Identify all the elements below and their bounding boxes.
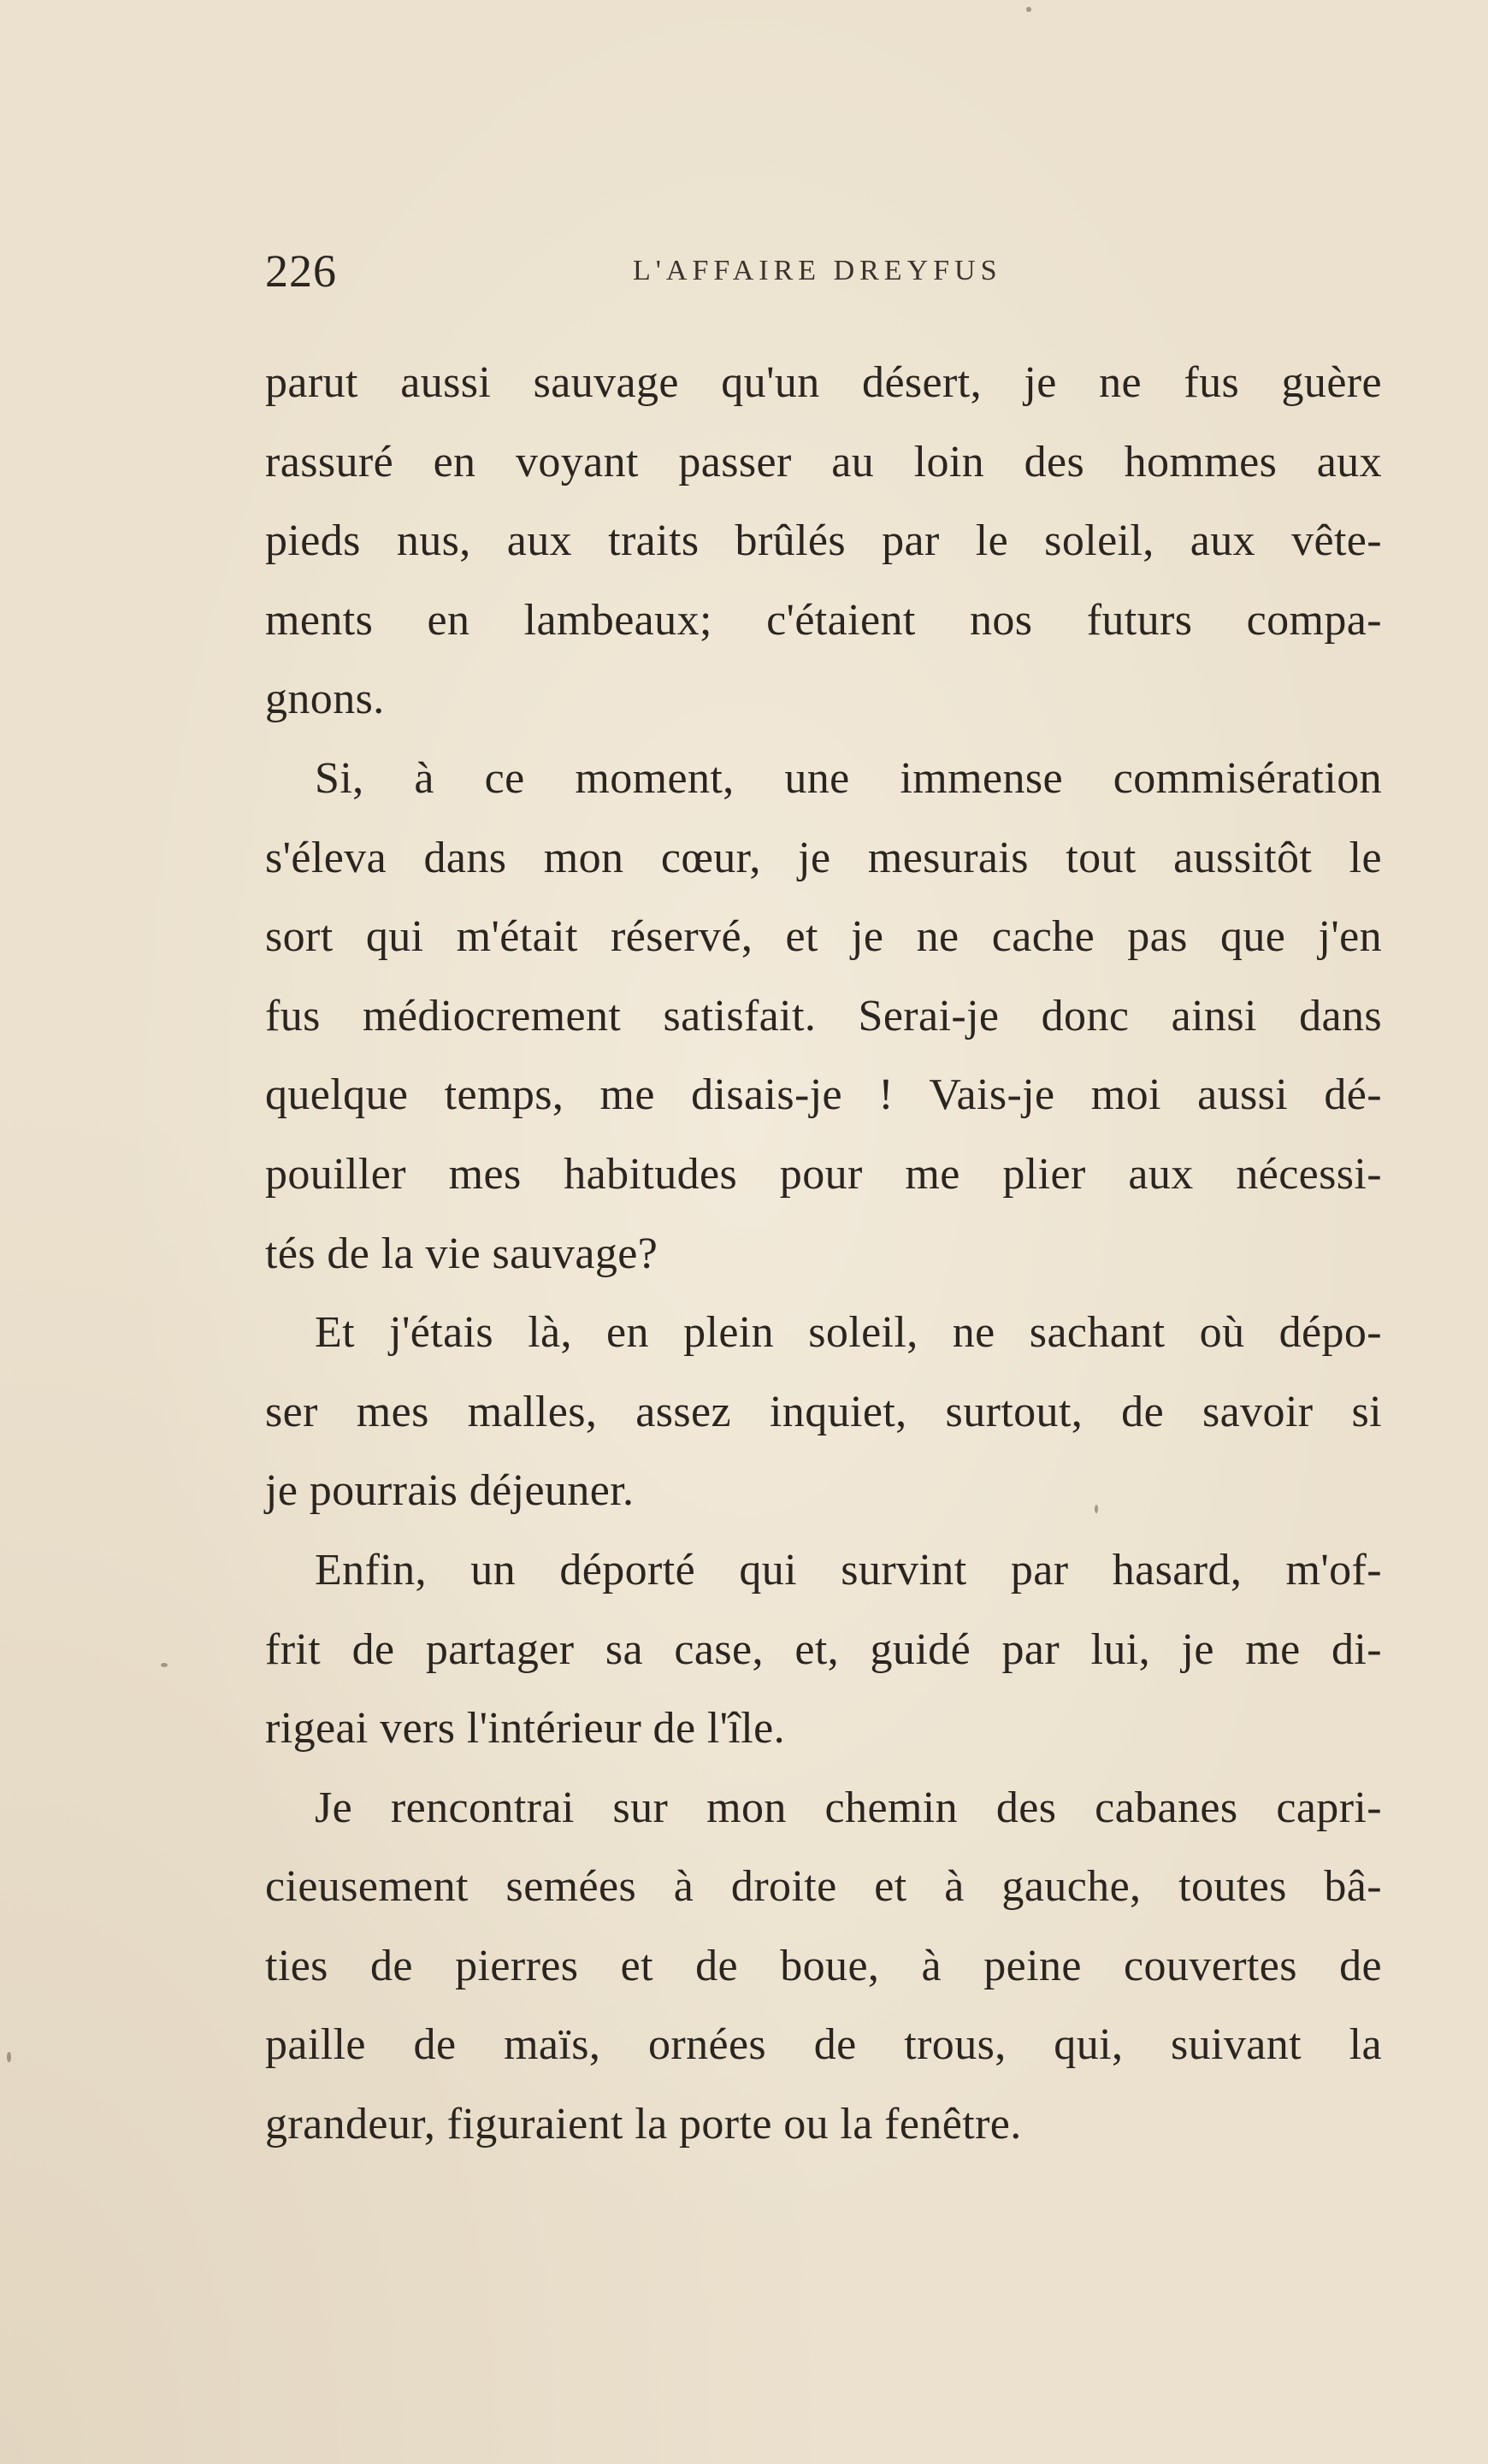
text-line: frit de partager sa case, et, guidé par lui, je me di-: [265, 1624, 1382, 1674]
text-line: s'éleva dans mon cœur, je mesurais tout aussitôt le: [265, 833, 1382, 882]
body-text: [265, 344, 1382, 2165]
paper-speck: [1095, 1505, 1098, 1513]
text-line: Enfin, un déporté qui survint par hasard, m'of-: [315, 1545, 1382, 1595]
text-line: paille de maïs, ornées de trous, qui, suivant la: [265, 2020, 1382, 2070]
text-line: fus médiocrement satisfait. Serai-je donc ainsi dans: [265, 991, 1382, 1040]
text-line: sort qui m'était réservé, et je ne cache pas que j'en: [265, 912, 1382, 962]
running-title: L'AFFAIRE DREYFUS: [633, 255, 1002, 286]
paper-speck: [7, 2052, 11, 2062]
text-line: pouiller mes habitudes pour me plier aux nécessi-: [265, 1149, 1382, 1199]
text-line: cieusement semées à droite et à gauche, toutes bâ-: [265, 1862, 1382, 1912]
paper-speck: [1026, 7, 1031, 12]
text-line: rigeai vers l'intérieur de l'île.: [265, 1704, 786, 1754]
text-line: ser mes malles, assez inquiet, surtout, de savoir si: [265, 1387, 1382, 1436]
text-line: gnons.: [265, 675, 385, 724]
text-line: Si, à ce moment, une immense commisération: [315, 753, 1382, 803]
text-line: rassuré en voyant passer au loin des hommes aux: [265, 437, 1382, 486]
text-line: je pourrais déjeuner.: [265, 1466, 635, 1516]
text-line: tés de la vie sauvage?: [265, 1229, 658, 1278]
text-line: quelque temps, me disais-je ! Vais-je moi aussi dé-: [265, 1070, 1382, 1120]
running-head: [265, 245, 1385, 299]
page-number: 226: [265, 245, 337, 297]
text-line: Et j'étais là, en plein soleil, ne sachant où dépo-: [315, 1308, 1382, 1358]
text-line: ments en lambeaux; c'étaient nos futurs compa-: [265, 595, 1382, 645]
text-line: Je rencontrai sur mon chemin des cabanes capri-: [315, 1783, 1382, 1832]
text-line: grandeur, figuraient la porte ou la fenêtre.: [265, 2100, 1022, 2149]
paper-speck: [161, 1663, 168, 1667]
text-line: parut aussi sauvage qu'un désert, je ne fus guère: [265, 358, 1382, 407]
text-line: pieds nus, aux traits brûlés par le soleil, aux vête-: [265, 516, 1382, 566]
text-line: ties de pierres et de boue, à peine couvertes de: [265, 1941, 1382, 1990]
